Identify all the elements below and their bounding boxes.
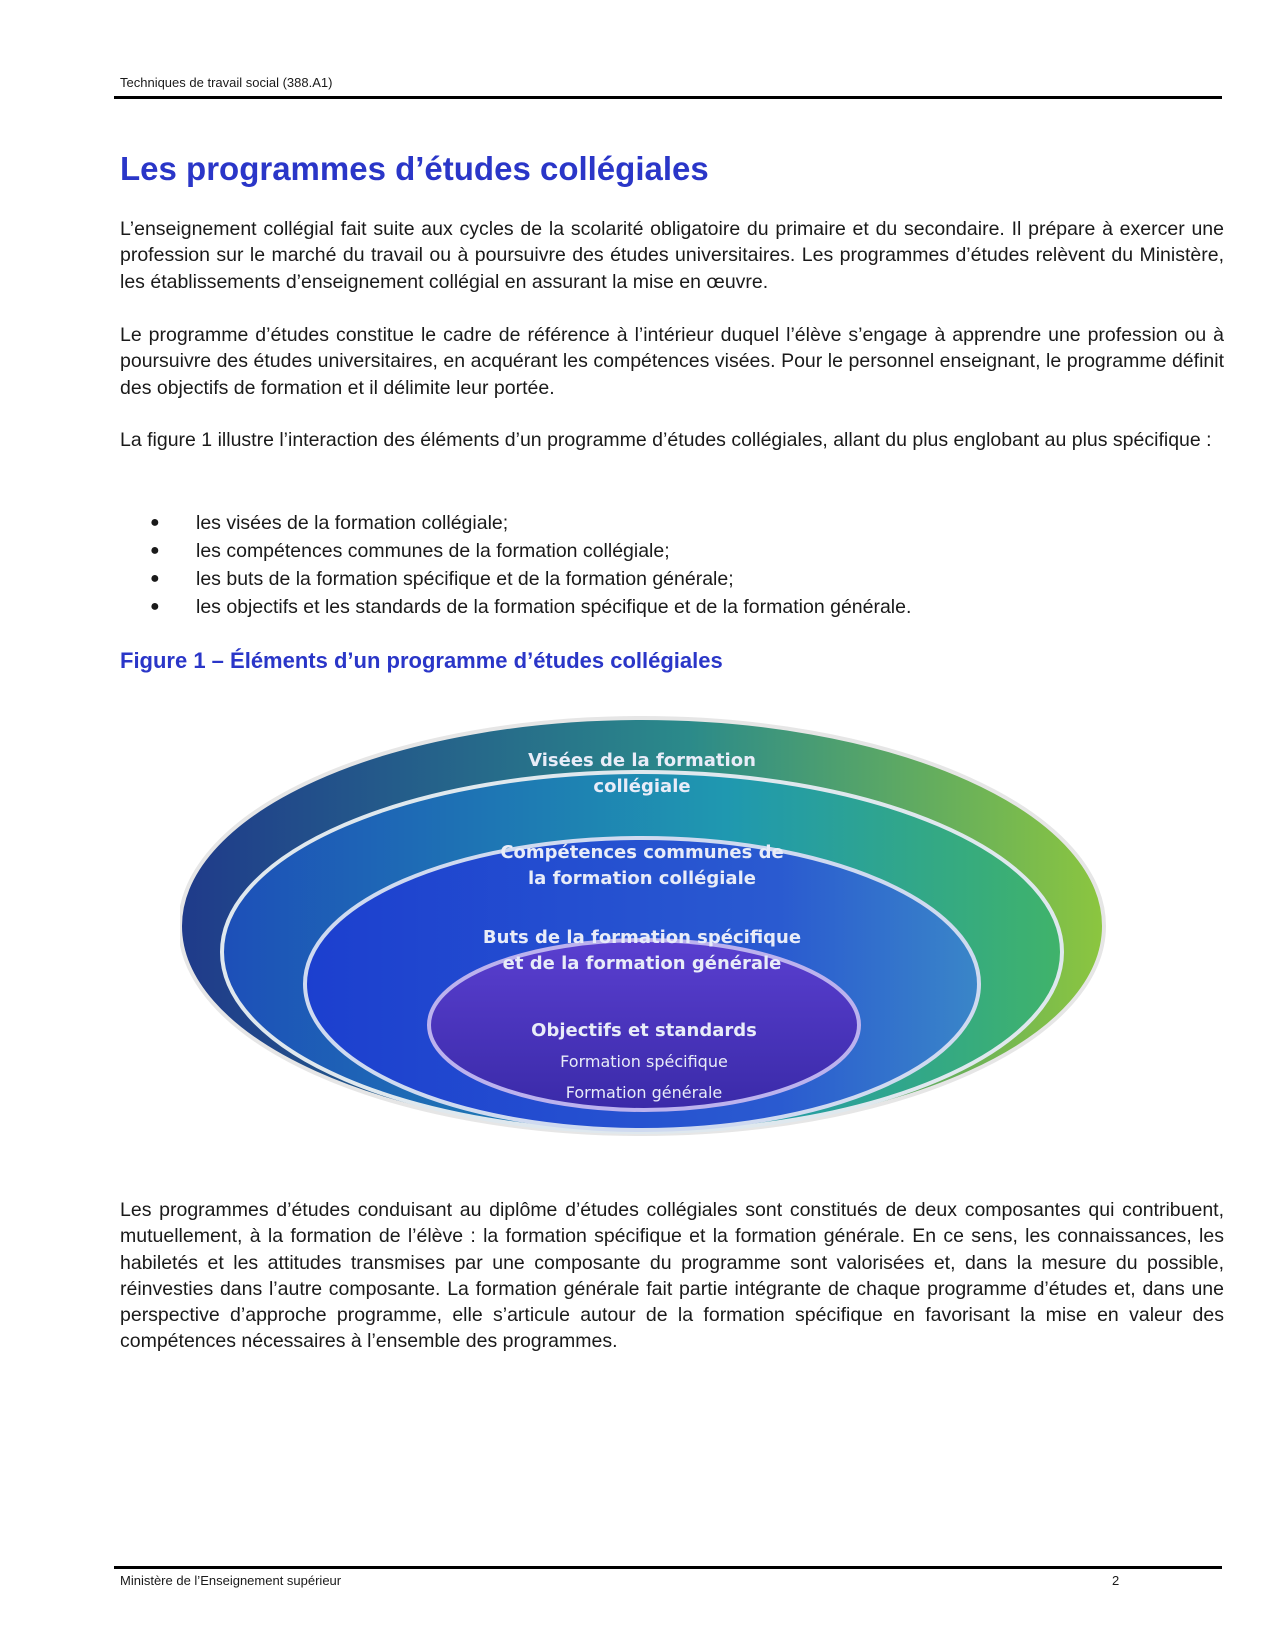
ring-label: Visées de la formation: [528, 750, 756, 771]
ring-label: Formation spécifique: [560, 1052, 728, 1071]
paragraph-framework: Le programme d’études constitue le cadre de référence à l’intérieur duquel l’élève s’engage à apprendre une profession ou à poursuivre des études universitaires, en acquérant les compétences visées. Pour le personnel enseignant, le programme définit des objectifs de formation et il délimite leur portée.: [120, 324, 1224, 399]
paragraph-components: Les programmes d’études conduisant au diplôme d’études collégiales sont constitués de deux composantes qui contribuent, mutuellement, à la formation de l’élève : la formation spécifique et la formation générale. En ce sens, les connaissances, les habiletés et les attitudes transmises par une composante du programme sont valorisées et, dans la mesure du possible, réinvesties dans l’autre composante. La formation générale fait partie intégrante de chaque programme d’études et, dans une perspective d’approche programme, elle s’articule autour de la formation spécifique en favorisant la mise en valeur des compétences nécessaires à l’ensemble des programmes.: [120, 1199, 1224, 1353]
ring-label: Buts de la formation spécifique: [482, 927, 802, 948]
bullet-list: [150, 509, 911, 621]
bullet-icon: ●: [150, 542, 160, 559]
ring-label: Objectifs et standards: [531, 1020, 757, 1041]
list-item: ● les objectifs et les standards de la formation spécifique et de la formation générale.: [150, 593, 911, 621]
running-footer: Ministère de l’Enseignement supérieur: [120, 1573, 342, 1588]
figure-caption: Figure 1 – Éléments d’un programme d’études collégiales: [120, 648, 723, 673]
page-title: Les programmes d’études collégiales: [120, 150, 709, 187]
ring-label: Compétences communes de: [500, 842, 784, 863]
list-item: ● les compétences communes de la formation collégiale;: [150, 537, 911, 565]
list-item: ● les visées de la formation collégiale;: [150, 509, 911, 537]
list-item: ● les buts de la formation spécifique et de la formation générale;: [150, 565, 911, 593]
nested-ellipse-diagram: [180, 700, 1170, 1140]
ring-label: la formation collégiale: [528, 868, 756, 889]
footer-rule: [114, 1566, 1222, 1569]
header-rule: [114, 96, 1222, 99]
paragraph-figure-intro: La figure 1 illustre l’interaction des éléments d’un programme d’études collégiales, allant du plus englobant au plus spécifique :: [120, 429, 1212, 451]
ring-label: collégiale: [593, 776, 691, 797]
bullet-icon: ●: [150, 570, 160, 587]
bullet-icon: ●: [150, 598, 160, 615]
ring-label: et de la formation générale: [502, 953, 782, 974]
bullet-icon: ●: [150, 514, 160, 531]
running-header: Techniques de travail social (388.A1): [120, 75, 333, 90]
paragraph-intro: L’enseignement collégial fait suite aux cycles de la scolarité obligatoire du primaire et du secondaire. Il prépare à exercer une profession sur le marché du travail ou à poursuivre des études universitaires. Les programmes d’études relèvent du Ministère, les établissements d’enseignement collégial en assurant la mise en œuvre.: [120, 218, 1224, 293]
ring-label: Formation générale: [565, 1083, 723, 1102]
page-number: 2: [1112, 1573, 1120, 1588]
